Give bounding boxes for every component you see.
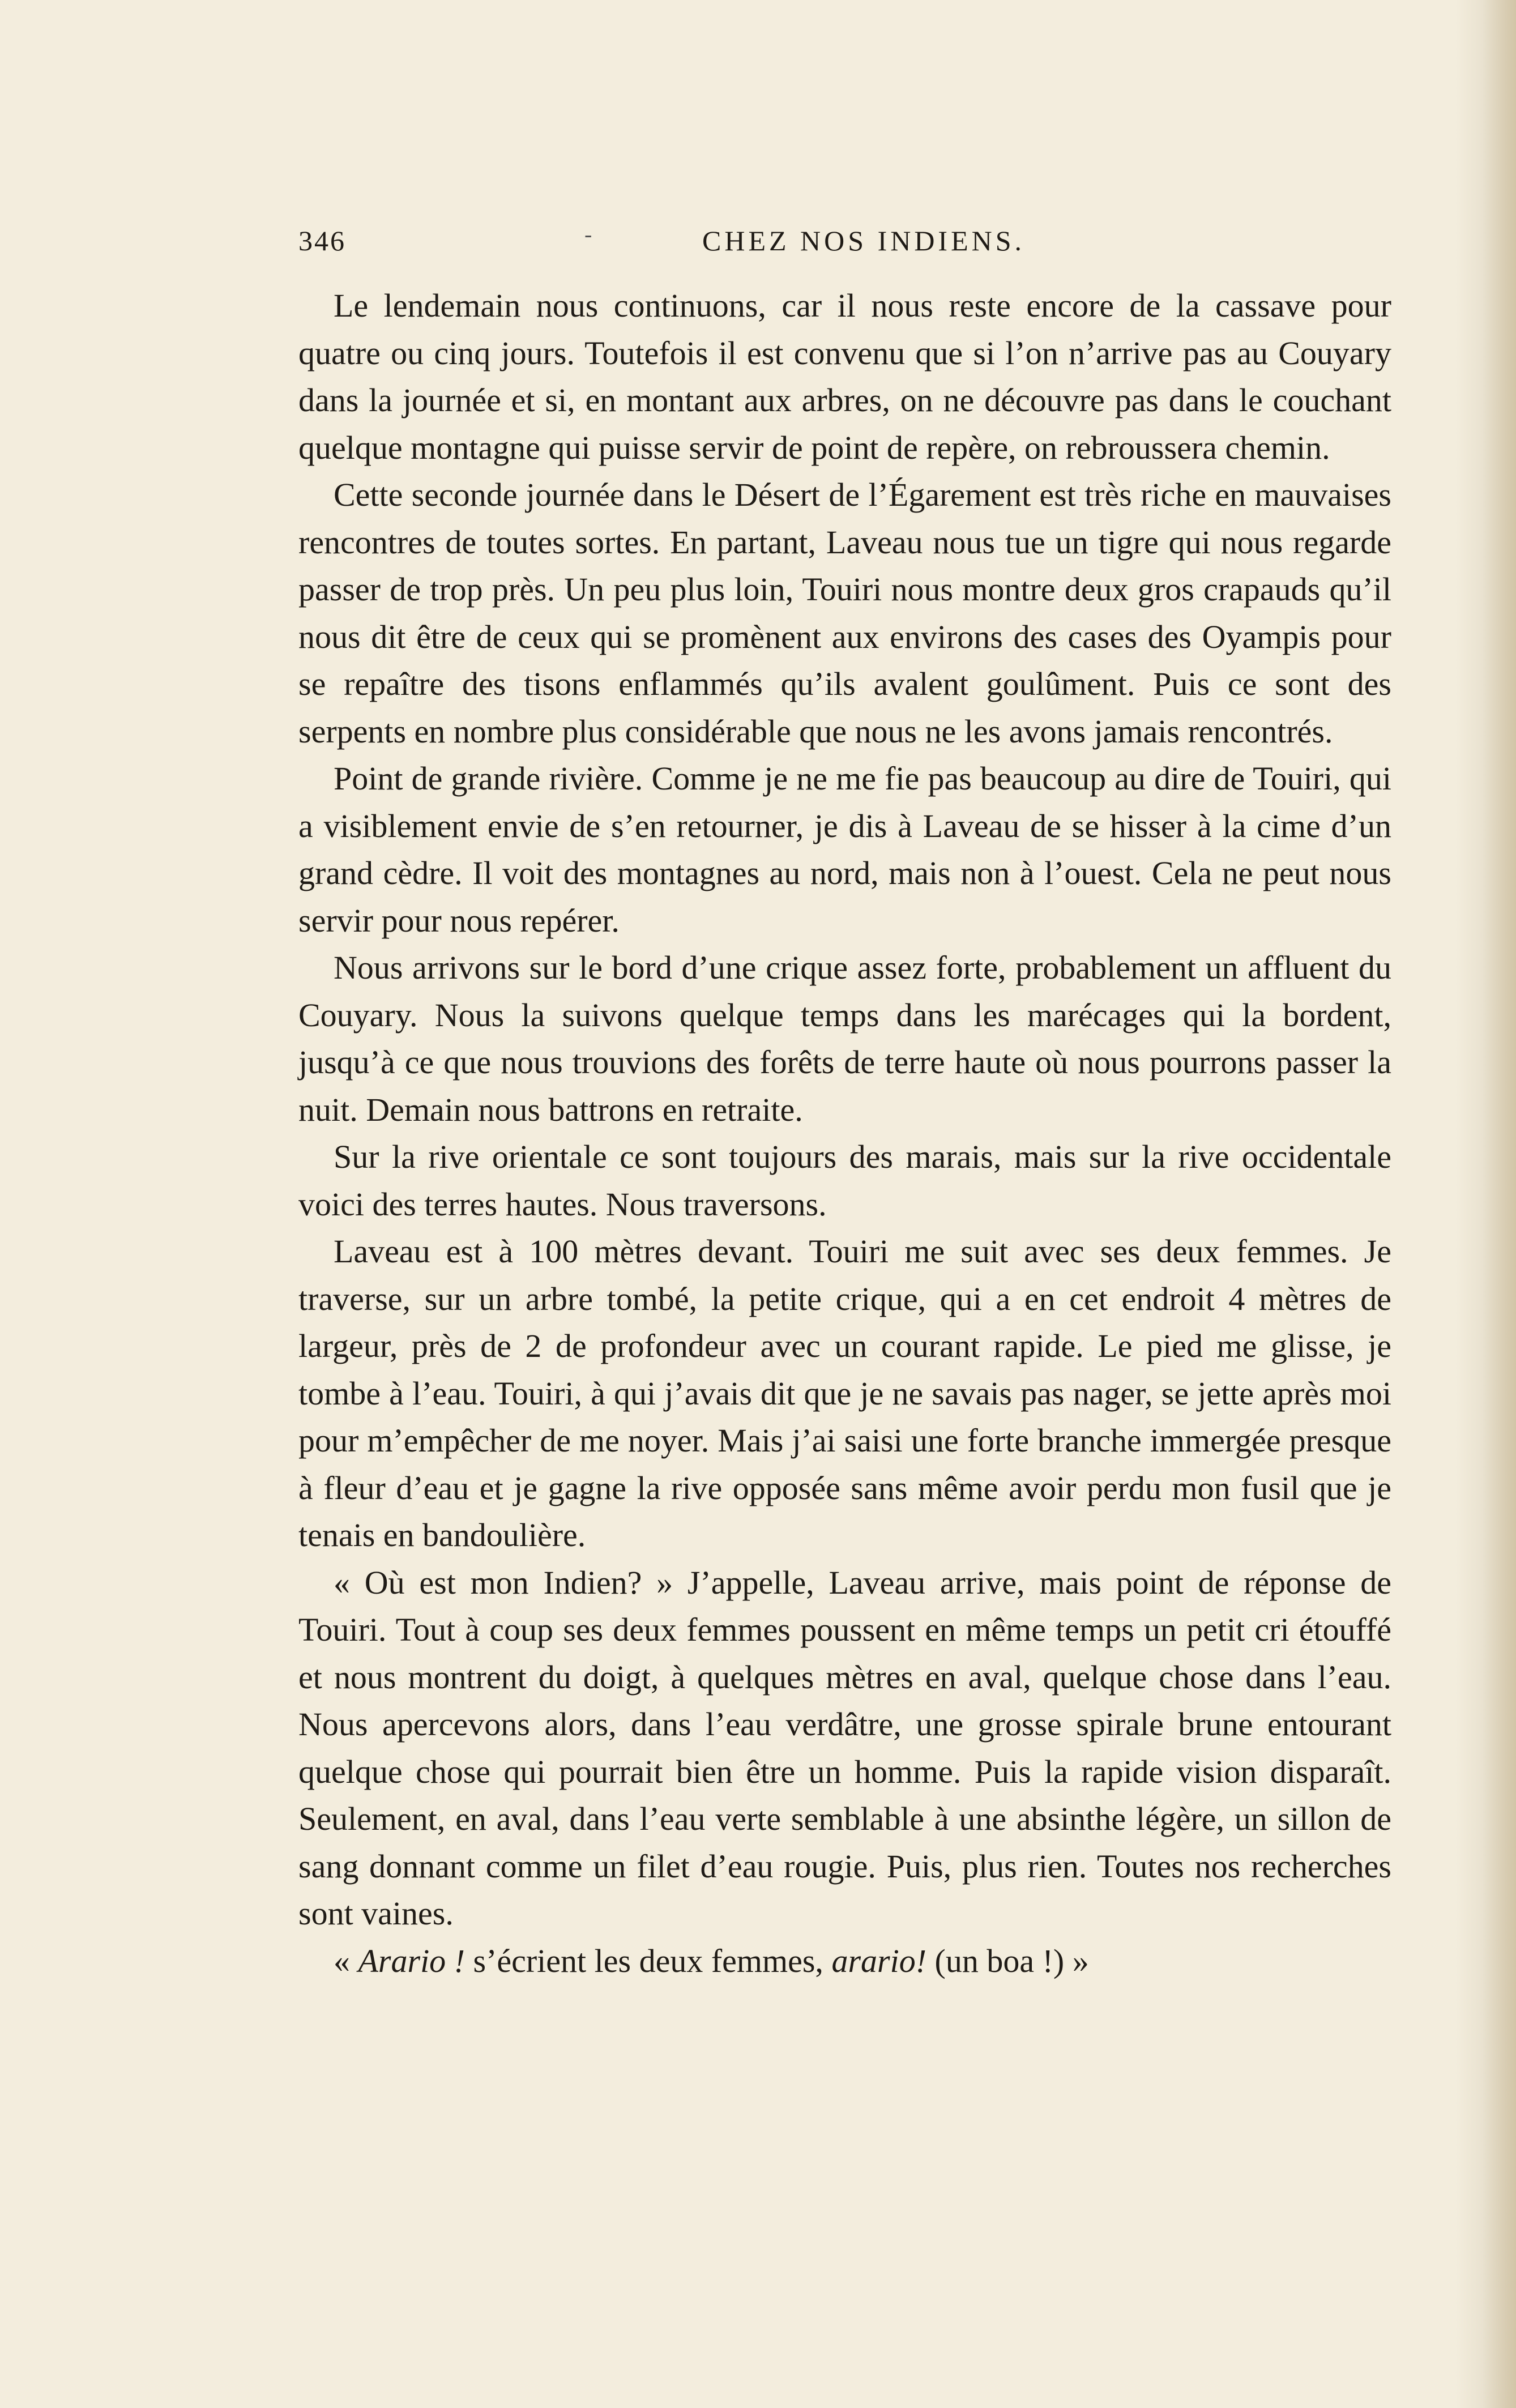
running-title: CHEZ NOS INDIENS. [702, 225, 1026, 257]
open-quote: « [334, 1942, 358, 1979]
paragraph-5: Sur la rive orientale ce sont toujours des marais, mais sur la rive occidentale voici des terres hautes. Nous traversons. [298, 1138, 1391, 1223]
paragraph-7: « Où est mon Indien? » J’appelle, Laveau arrive, mais point de réponse de Touiri. Tout à coup ses deux femmes poussent en même temps un petit cri étouffé et nous montrent du doigt, à quelques mètres en aval, quelque chose dans l’eau. Nous apercevons alors, dans l’eau verdâtre, une grosse spirale brune entourant quelque chose qui pourrait bien être un homme. Puis la rapide vision disparaît. Seulement, en aval, dans l’eau verte semblable à une absinthe légère, un sillon de sang donnant comme un filet d’eau rougie. Puis, plus rien. Toutes nos recherches sont vaines. [298, 1564, 1391, 1932]
paragraph-2: Cette seconde journée dans le Désert de l’Égarement est très riche en mauvaises rencontres de toutes sortes. En partant, Laveau nous tue un tigre qui nous regarde passer de trop près. Un peu plus loin, Touiri nous montre deux gros crapauds qu’il nous dit être de ceux qui se promènent aux environs des cases des Oyampis pour se repaître des tisons enflammés qu’ils avalent goulûment. Puis ce sont des serpents en nombre plus considérable que nous ne les avons jamais rencontrés. [298, 476, 1391, 750]
page-header [298, 221, 1391, 270]
quote-middle: s’écrient les deux femmes, [465, 1942, 832, 1979]
paragraph-6: Laveau est à 100 mètres devant. Touiri me suit avec ses deux femmes. Je traverse, sur un arbre tombé, la petite crique, qui a en cet endroit 4 mètres de largeur, près de 2 de profondeur avec un courant rapide. Le pied me glisse, je tombe à l’eau. Touiri, à qui j’avais dit que je ne savais pas nager, se jette après moi pour m’empêcher de me noyer. Mais j’ai saisi une forte branche immergée presque à fleur d’eau et je gagne la rive opposée sans même avoir perdu mon fusil que je tenais en bandoulière. [298, 1233, 1391, 1553]
paragraph-4: Nous arrivons sur le bord d’une crique assez forte, probablement un affluent du Couyary. Nous la suivons quelque temps dans les marécages qui la bordent, jusqu’à ce que nous trouvions des forêts de terre haute où nous pourrons passer la nuit. Demain nous battrons en retraite. [298, 949, 1391, 1128]
paragraph-3: Point de grande rivière. Comme je ne me fie pas beaucoup au dire de Touiri, qui a visiblement envie de s’en retourner, je dis à Laveau de se hisser à la cime d’un grand cèdre. Il voit des montagnes au nord, mais non à l’ouest. Cela ne peut nous servir pour nous repérer. [298, 760, 1391, 939]
italic-word-arario-2: arario! [831, 1942, 927, 1979]
page-number: 346 [298, 225, 346, 257]
header-separator: - [584, 221, 594, 247]
italic-word-arario: Arario ! [358, 1942, 465, 1979]
body-text [298, 282, 1391, 1984]
quote-end: (un boa !) » [926, 1942, 1089, 1979]
paragraph-8 [298, 1937, 1391, 1985]
page-edge-shadow [1482, 0, 1516, 2408]
paragraph-1: Le lendemain nous continuons, car il nous reste encore de la cassave pour quatre ou cinq jours. Toutefois il est convenu que si l’on n’arrive pas au Couyary dans la journée et si, en montant aux arbres, on ne découvre pas dans le couchant quelque montagne qui puisse servir de point de repère, on rebroussera chemin. [298, 287, 1391, 466]
